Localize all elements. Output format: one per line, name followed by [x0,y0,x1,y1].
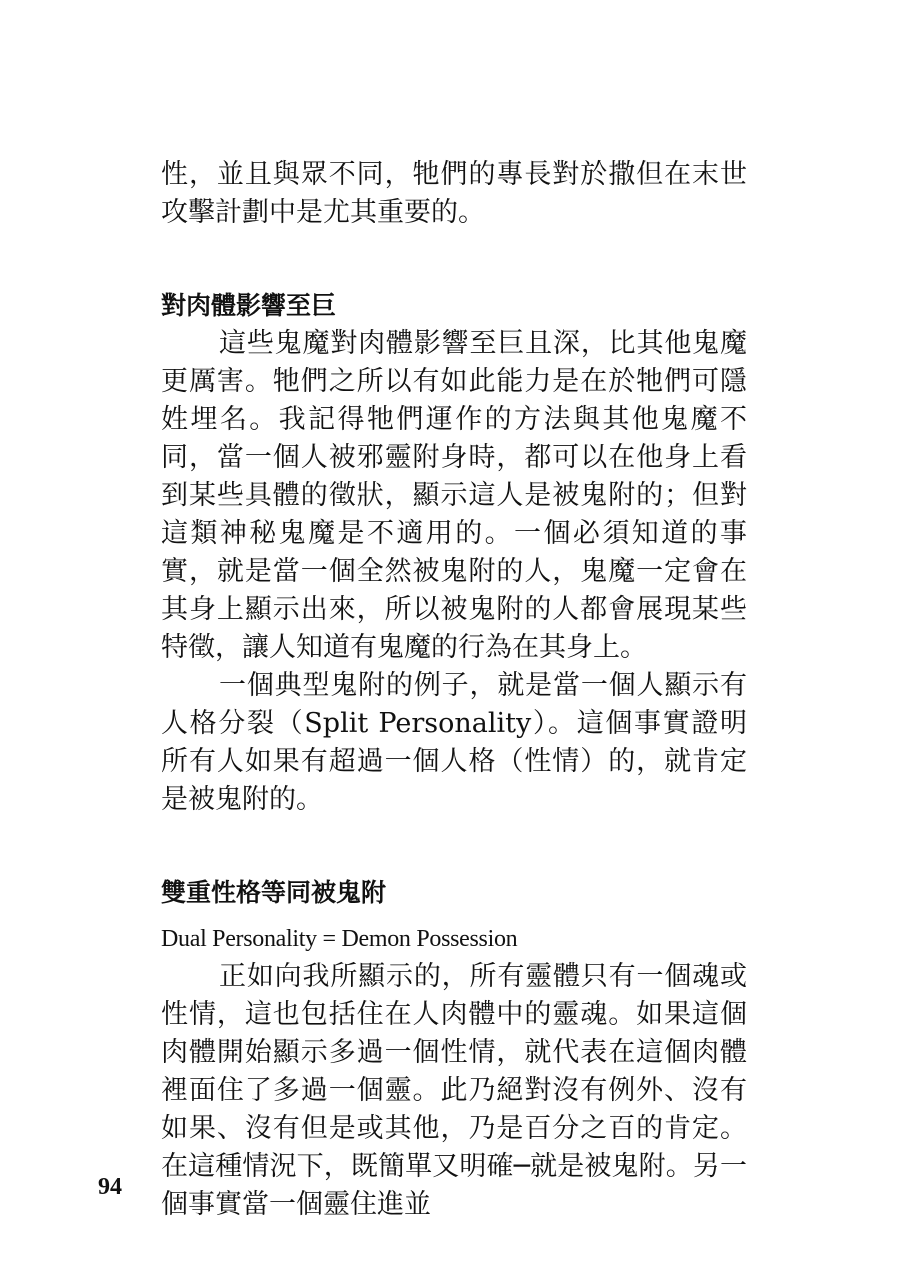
page-body [161,156,747,1224]
section-subheading-english: Dual Personality = Demon Possession [161,926,518,952]
section1-paragraph-2: 一個典型鬼附的例子，就是當一個人顯示有人格分裂（Split Personality）。這個事實證明所有人如果有超過一個人格（性情）的，就肯定是被鬼附的。 [161,670,747,815]
section-heading-physical-impact: 對肉體影響至巨 [161,291,337,320]
section2-paragraph-1: 正如向我所顯示的，所有靈體只有一個魂或性情，這也包括住在人肉體中的靈魂。如果這個肉體開始顯示多過一個性情，就代表在這個肉體裡面住了多過一個靈。此乃絕對沒有例外、沒有如果、沒有但是或其他，乃是百分之百的肯定。在這種情況下，既簡單又明確─就是被鬼附。另一個事實當一個靈住進並 [161,961,747,1220]
section-heading-dual-personality: 雙重性格等同被鬼附 [161,878,387,907]
page-number: 94 [98,1174,122,1200]
section-gap [161,232,747,287]
continuation-paragraph: 性，並且與眾不同，牠們的專長對於撒但在末世攻擊計劃中是尤其重要的。 [161,159,747,228]
heading-gap [161,912,747,920]
section1-paragraph-1: 這些鬼魔對肉體影響至巨且深，比其他鬼魔更厲害。牠們之所以有如此能力是在於牠們可隱姓埋名。我記得牠們運作的方法與其他鬼魔不同，當一個人被邪靈附身時，都可以在他身上看到某些具體的徵狀，顯示這人是被鬼附的；但對這類神秘鬼魔是不適用的。一個必須知道的事實，就是當一個全然被鬼附的人，鬼魔一定會在其身上顯示出來，所以被鬼附的人都會展現某些特徵，讓人知道有鬼魔的行為在其身上。 [161,328,747,663]
section-gap [161,819,747,874]
